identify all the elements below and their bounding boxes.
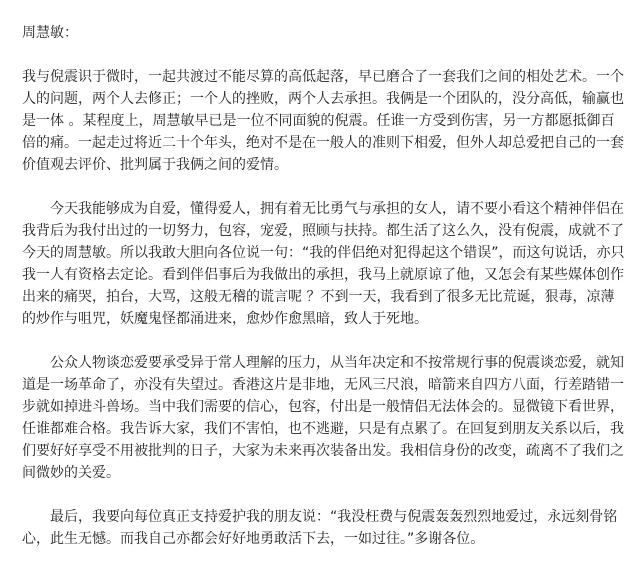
paragraph-line: 公众人物谈恋爱要承受异于常人理解的压力，从当年决定和不按常规行事的倪震谈恋爱，就知 bbox=[50, 355, 624, 371]
paragraph bbox=[22, 66, 624, 176]
letter-greeting: 周慧敏： bbox=[22, 25, 78, 41]
paragraph-line: 出来的痛哭，拍台，大骂，这般无稽的谎言呢 ？不到一天，我看到了很多无比荒诞，狠毒，凉薄 bbox=[22, 289, 615, 305]
paragraph-line: 们要好好享受不用被批判的日子，大家为未来再次装备出发。我相信身份的改变，疏离不了我们之 bbox=[22, 443, 624, 459]
paragraph bbox=[22, 352, 624, 484]
letter-document bbox=[22, 22, 625, 572]
paragraph-line: 任谁都难合格。我告诉大家，我们不害怕，也不逃避，只是有点累了。在回复到朋友关系以后，我 bbox=[22, 421, 624, 437]
paragraph-line: 最后，我要向每位真正支持爱护我的朋友说：“我没枉费与倪震轰轰烈烈地爱过，永远刻骨铭 bbox=[50, 509, 618, 525]
paragraph-line: 今天我能够成为自爱，懂得爱人，拥有着无比勇气与承担的女人，请不要小看这个精神伴侣在 bbox=[50, 201, 624, 217]
paragraph-line: 是一体 。某程度上，周慧敏早已是一位不同面貌的倪震。任谁一方受到伤害，另一方都愿抵御百 bbox=[22, 113, 615, 129]
paragraph-line: 间微妙的关爱。 bbox=[22, 465, 120, 481]
paragraph-line: 倍的痛。一起走过将近二十个年头，绝对不是在一般人的准则下相爱，但外人却总爱把自己的一套 bbox=[22, 135, 624, 151]
paragraph bbox=[22, 198, 625, 330]
paragraph-line: 今天的周慧敏。所以我敢大胆向各位说一句：“我的伴侣绝对犯得起这个错误”，而这句说话，亦只 bbox=[22, 245, 625, 261]
paragraph-line: 价值观去评价、批判属于我俩之间的爱情。 bbox=[22, 157, 288, 173]
paragraph-line: 我一人有资格去定论。看到伴侣事后为我做出的承担，我马上就原谅了他，又怎会有某些媒体创作 bbox=[22, 267, 624, 283]
paragraph bbox=[22, 506, 618, 550]
paragraph-line: 的炒作与咀咒，妖魔鬼怪都涌进来，愈炒作愈黑暗，致人于死地。 bbox=[22, 311, 428, 327]
paragraph-line: 心，此生无憾。而我自己亦都会好好地勇敢活下去，一如过往。”多谢各位。 bbox=[22, 531, 485, 547]
paragraph-line: 步就如掉进斗兽场。当中我们需要的信心，包容，付出是一般情侣无法体会的。显微镜下看世界， bbox=[22, 399, 624, 415]
letter-body bbox=[22, 66, 625, 550]
paragraph-line: 我背后为我付出过的一切努力，包容，宠爱，照顾与扶持。都生活了这么久，没有倪震，成就不了 bbox=[22, 223, 624, 239]
paragraph-line: 道是一场革命了，亦没有失望过。香港这片是非地，无风三尺浪，暗箭来自四方八面，行差踏错一 bbox=[22, 377, 624, 393]
paragraph-line: 人的问题，两个人去修正；一个人的挫败，两个人去承担。我俩是一个团队的，没分高低，输赢也 bbox=[22, 91, 624, 107]
paragraph-line: 我与倪震识于微时，一起共渡过不能尽算的高低起落，早已磨合了一套我们之间的相处艺术。一个 bbox=[22, 69, 624, 85]
